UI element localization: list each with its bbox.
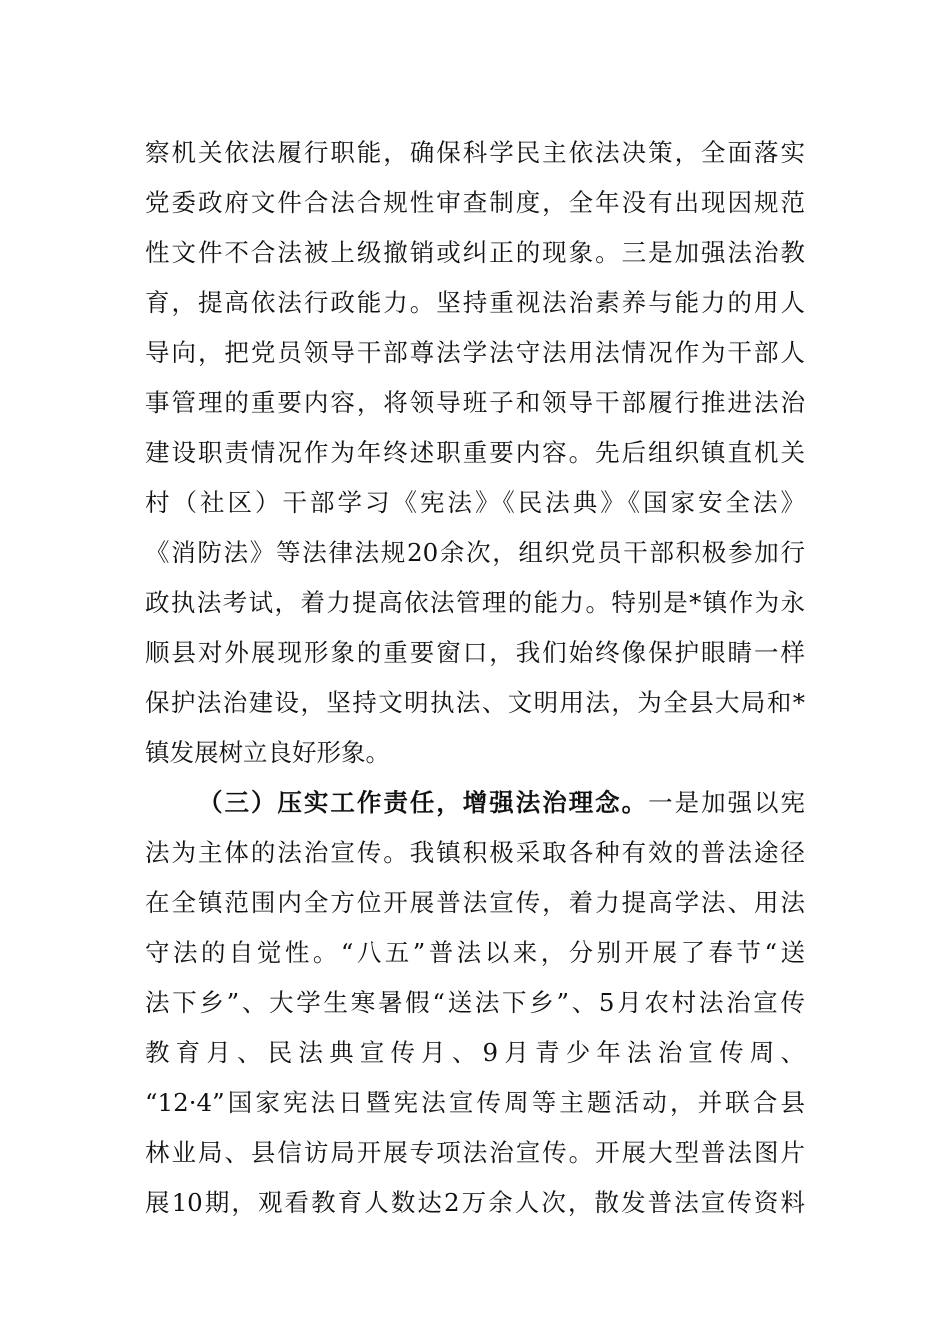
text-line: 顺县对外展现形象的重要窗口，我们始终像保护眼睛一样 xyxy=(145,638,805,667)
text-line: 守法的自觉性。“八五”普法以来，分别开展了春节“送 xyxy=(145,938,805,967)
section-heading: （三）压实工作责任，增强法治理念。 xyxy=(198,788,649,817)
text-line: 法为主体的法治宣传。我镇积极采取各种有效的普法途径 xyxy=(145,838,805,867)
text-line: “12·4”国家宪法日暨宪法宣传周等主题活动，并联合县 xyxy=(145,1088,805,1117)
text-line: 法下乡”、大学生寒暑假“送法下乡”、5月农村法治宣传 xyxy=(145,988,805,1017)
text-line-rest: 一是加强以宪 xyxy=(648,788,806,817)
text-line: 性文件不合法被上级撤销或纠正的现象。三是加强法治教 xyxy=(145,238,805,267)
text-line: 在全镇范围内全方位开展普法宣传，着力提高学法、用法 xyxy=(145,888,805,917)
paragraph-first-line xyxy=(198,787,805,819)
text-line: 党委政府文件合法合规性审查制度，全年没有出现因规范 xyxy=(145,188,805,217)
text-line: 《消防法》等法律法规20余次，组织党员干部积极参加行 xyxy=(145,538,805,567)
text-line: 育，提高依法行政能力。坚持重视法治素养与能力的用人 xyxy=(145,288,805,317)
text-line: 林业局、县信访局开展专项法治宣传。开展大型普法图片 xyxy=(145,1138,805,1167)
text-line: 镇发展树立良好形象。 xyxy=(145,738,390,767)
text-line: 建设职责情况作为年终述职重要内容。先后组织镇直机关 xyxy=(145,438,805,467)
text-line: 事管理的重要内容，将领导班子和领导干部履行推进法治 xyxy=(145,388,805,417)
text-line: 保护法治建设，坚持文明执法、文明用法，为全县大局和* xyxy=(145,688,805,717)
text-line: 村（社区）干部学习《宪法》《民法典》《国家安全法》 xyxy=(145,488,805,517)
text-line: 政执法考试，着力提高依法管理的能力。特别是*镇作为永 xyxy=(145,588,805,617)
text-line: 导向，把党员领导干部尊法学法守法用法情况作为干部人 xyxy=(145,338,805,367)
text-line: 教育月、民法典宣传月、9月青少年法治宣传周、 xyxy=(145,1038,805,1067)
text-line: 察机关依法履行职能，确保科学民主依法决策，全面落实 xyxy=(145,138,805,167)
text-line: 展10期，观看教育人数达2万余人次，散发普法宣传资料 xyxy=(145,1188,805,1217)
